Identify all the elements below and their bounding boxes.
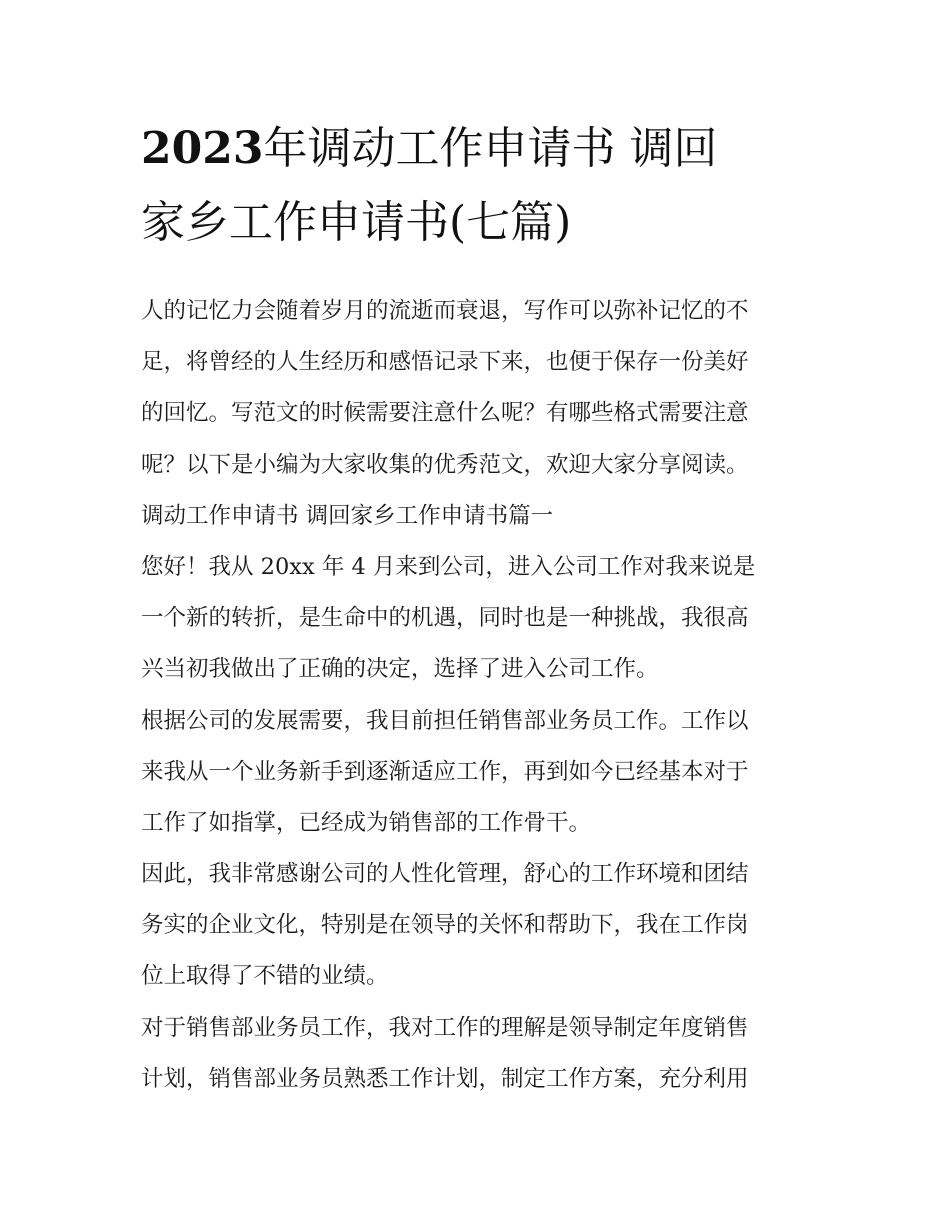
body-line: 您好！我从 20xx 年 4 月来到公司，进入公司工作对我来说是 <box>141 553 756 580</box>
document-title <box>141 112 821 260</box>
body-line: 务实的企业文化，特别是在领导的关怀和帮助下，我在工作岗 <box>141 912 749 939</box>
body-line: 工作了如指掌，已经成为销售部的工作骨干。 <box>141 809 592 836</box>
body-line: 的回忆。写范文的时候需要注意什么呢？有哪些格式需要注意 <box>141 400 749 427</box>
body-line: 呢？以下是小编为大家收集的优秀范文，欢迎大家分享阅读。 <box>141 451 749 478</box>
body-line: 兴当初我做出了正确的决定，选择了进入公司工作。 <box>141 656 659 683</box>
title-line-1-text: 年调动工作申请书 调回 <box>263 123 718 174</box>
document-body <box>141 286 821 1105</box>
body-line: 人的记忆力会随着岁月的流逝而衰退，写作可以弥补记忆的不 <box>141 298 749 324</box>
title-year: 2023 <box>141 123 264 174</box>
document-content <box>141 112 821 1105</box>
body-line: 因此，我非常感谢公司的人性化管理，舒心的工作环境和团结 <box>141 861 749 888</box>
body-line: 位上取得了不错的业绩。 <box>141 963 389 990</box>
body-line: 足，将曾经的人生经历和感悟记录下来，也便于保存一份美好 <box>141 349 749 376</box>
section-heading: 调动工作申请书 调回家乡工作申请书篇一 <box>141 502 554 529</box>
body-line: 一个新的转折，是生命中的机遇，同时也是一种挑战，我很高 <box>141 605 749 632</box>
body-line: 计划，销售部业务员熟悉工作计划，制定工作方案，充分利用 <box>141 1065 749 1092</box>
title-line-1 <box>141 112 821 186</box>
body-line: 对于销售部业务员工作，我对工作的理解是领导制定年度销售 <box>141 1014 749 1041</box>
body-line: 来我从一个业务新手到逐渐适应工作，再到如今已经基本对于 <box>141 758 749 785</box>
body-line: 根据公司的发展需要，我目前担任销售部业务员工作。工作以 <box>141 707 749 734</box>
title-line-2: 家乡工作申请书(七篇) <box>141 197 572 248</box>
